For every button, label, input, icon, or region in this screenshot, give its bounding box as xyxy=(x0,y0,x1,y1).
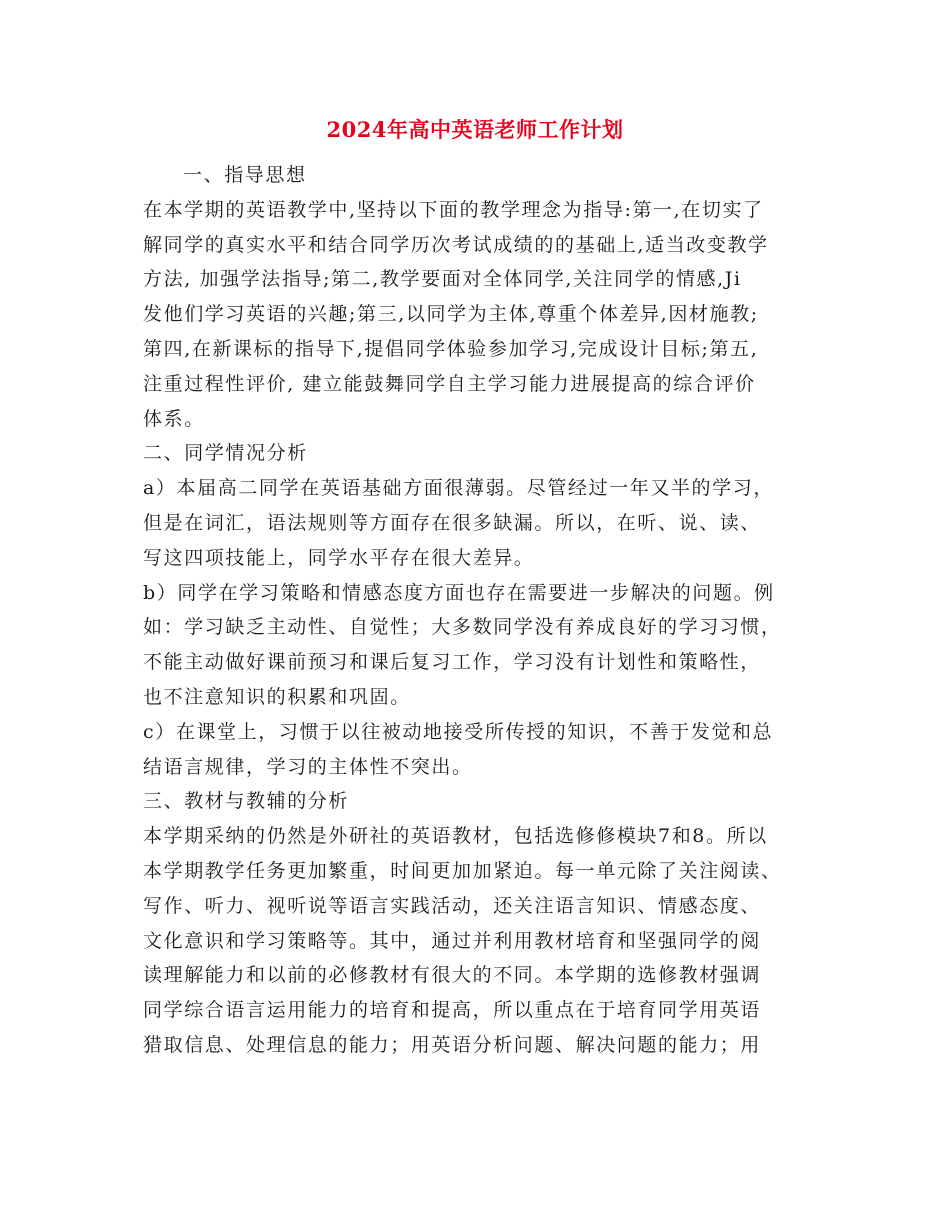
paragraph-line: 注重过程性评价, 建立能鼓舞同学自主学习能力进展提高的综合评价 xyxy=(143,372,756,395)
paragraph-line: a）本届高二同学在英语基础方面很薄弱。尽管经过一年又半的学习， xyxy=(143,477,774,500)
paragraph-line: 本学期采纳的仍然是外研社的英语教材，包括选修修模块7和8。所以 xyxy=(143,825,768,848)
paragraph-line: 写这四项技能上，同学水平存在很大差异。 xyxy=(143,546,535,569)
paragraph-line: 同学综合语言运用能力的培育和提高，所以重点在于培育同学用英语 xyxy=(143,999,762,1022)
paragraph-line: 体系。 xyxy=(143,407,205,430)
paragraph-line: 本学期教学任务更加繁重，时间更加加紧迫。每一单元除了关注阅读、 xyxy=(143,859,782,882)
paragraph-line: 方法, 加强学法指导;第二,教学要面对全体同学,关注同学的情感,Ji xyxy=(143,268,742,291)
paragraph-line: 发他们学习英语的兴趣;第三,以同学为主体,尊重个体差异,因材施教; xyxy=(143,303,759,326)
paragraph-line: 如：学习缺乏主动性、自觉性；大多数同学没有养成良好的学习习惯， xyxy=(143,616,782,639)
paragraph-line: 文化意识和学习策略等。其中，通过并利用教材培育和坚强同学的阅 xyxy=(143,929,762,952)
paragraph-line: 但是在词汇，语法规则等方面存在很多缺漏。所以，在听、说、读、 xyxy=(143,511,762,534)
paragraph-line: 第四,在新课标的指导下,提倡同学体验参加学习,完成设计目标;第五, xyxy=(143,337,759,360)
paragraph-line: 猎取信息、处理信息的能力；用英语分析问题、解决问题的能力；用 xyxy=(143,1033,762,1056)
section-heading: 二、同学情况分析 xyxy=(143,442,308,465)
paragraph-line: 写作、听力、视听说等语言实践活动，还关注语言知识、情感态度、 xyxy=(143,894,762,917)
paragraph-line: 结语言规律，学习的主体性不突出。 xyxy=(143,755,473,778)
paragraph-line: 读理解能力和以前的必修教材有很大的不同。本学期的选修教材强调 xyxy=(143,964,762,987)
paragraph-line: 也不注意知识的积累和巩固。 xyxy=(143,685,411,708)
document-body xyxy=(143,158,813,1063)
paragraph-line: c）在课堂上，习惯于以往被动地接受所传授的知识，不善于发觉和总 xyxy=(143,720,774,743)
paragraph-line: b）同学在学习策略和情感态度方面也存在需要进一步解决的问题。例 xyxy=(143,581,775,604)
paragraph-line: 不能主动做好课前预习和课后复习工作，学习没有计划性和策略性， xyxy=(143,651,762,674)
paragraph-line: 在本学期的英语教学中,坚持以下面的教学理念为指导:第一,在切实了 xyxy=(143,198,764,221)
document-title: 2024年高中英语老师工作计划 xyxy=(326,117,624,142)
section-heading: 一、指导思想 xyxy=(183,164,307,186)
section-heading: 三、教材与教辅的分析 xyxy=(143,790,350,813)
paragraph-line: 解同学的真实水平和结合同学历次考试成绩的的基础上,适当改变教学 xyxy=(143,233,769,256)
